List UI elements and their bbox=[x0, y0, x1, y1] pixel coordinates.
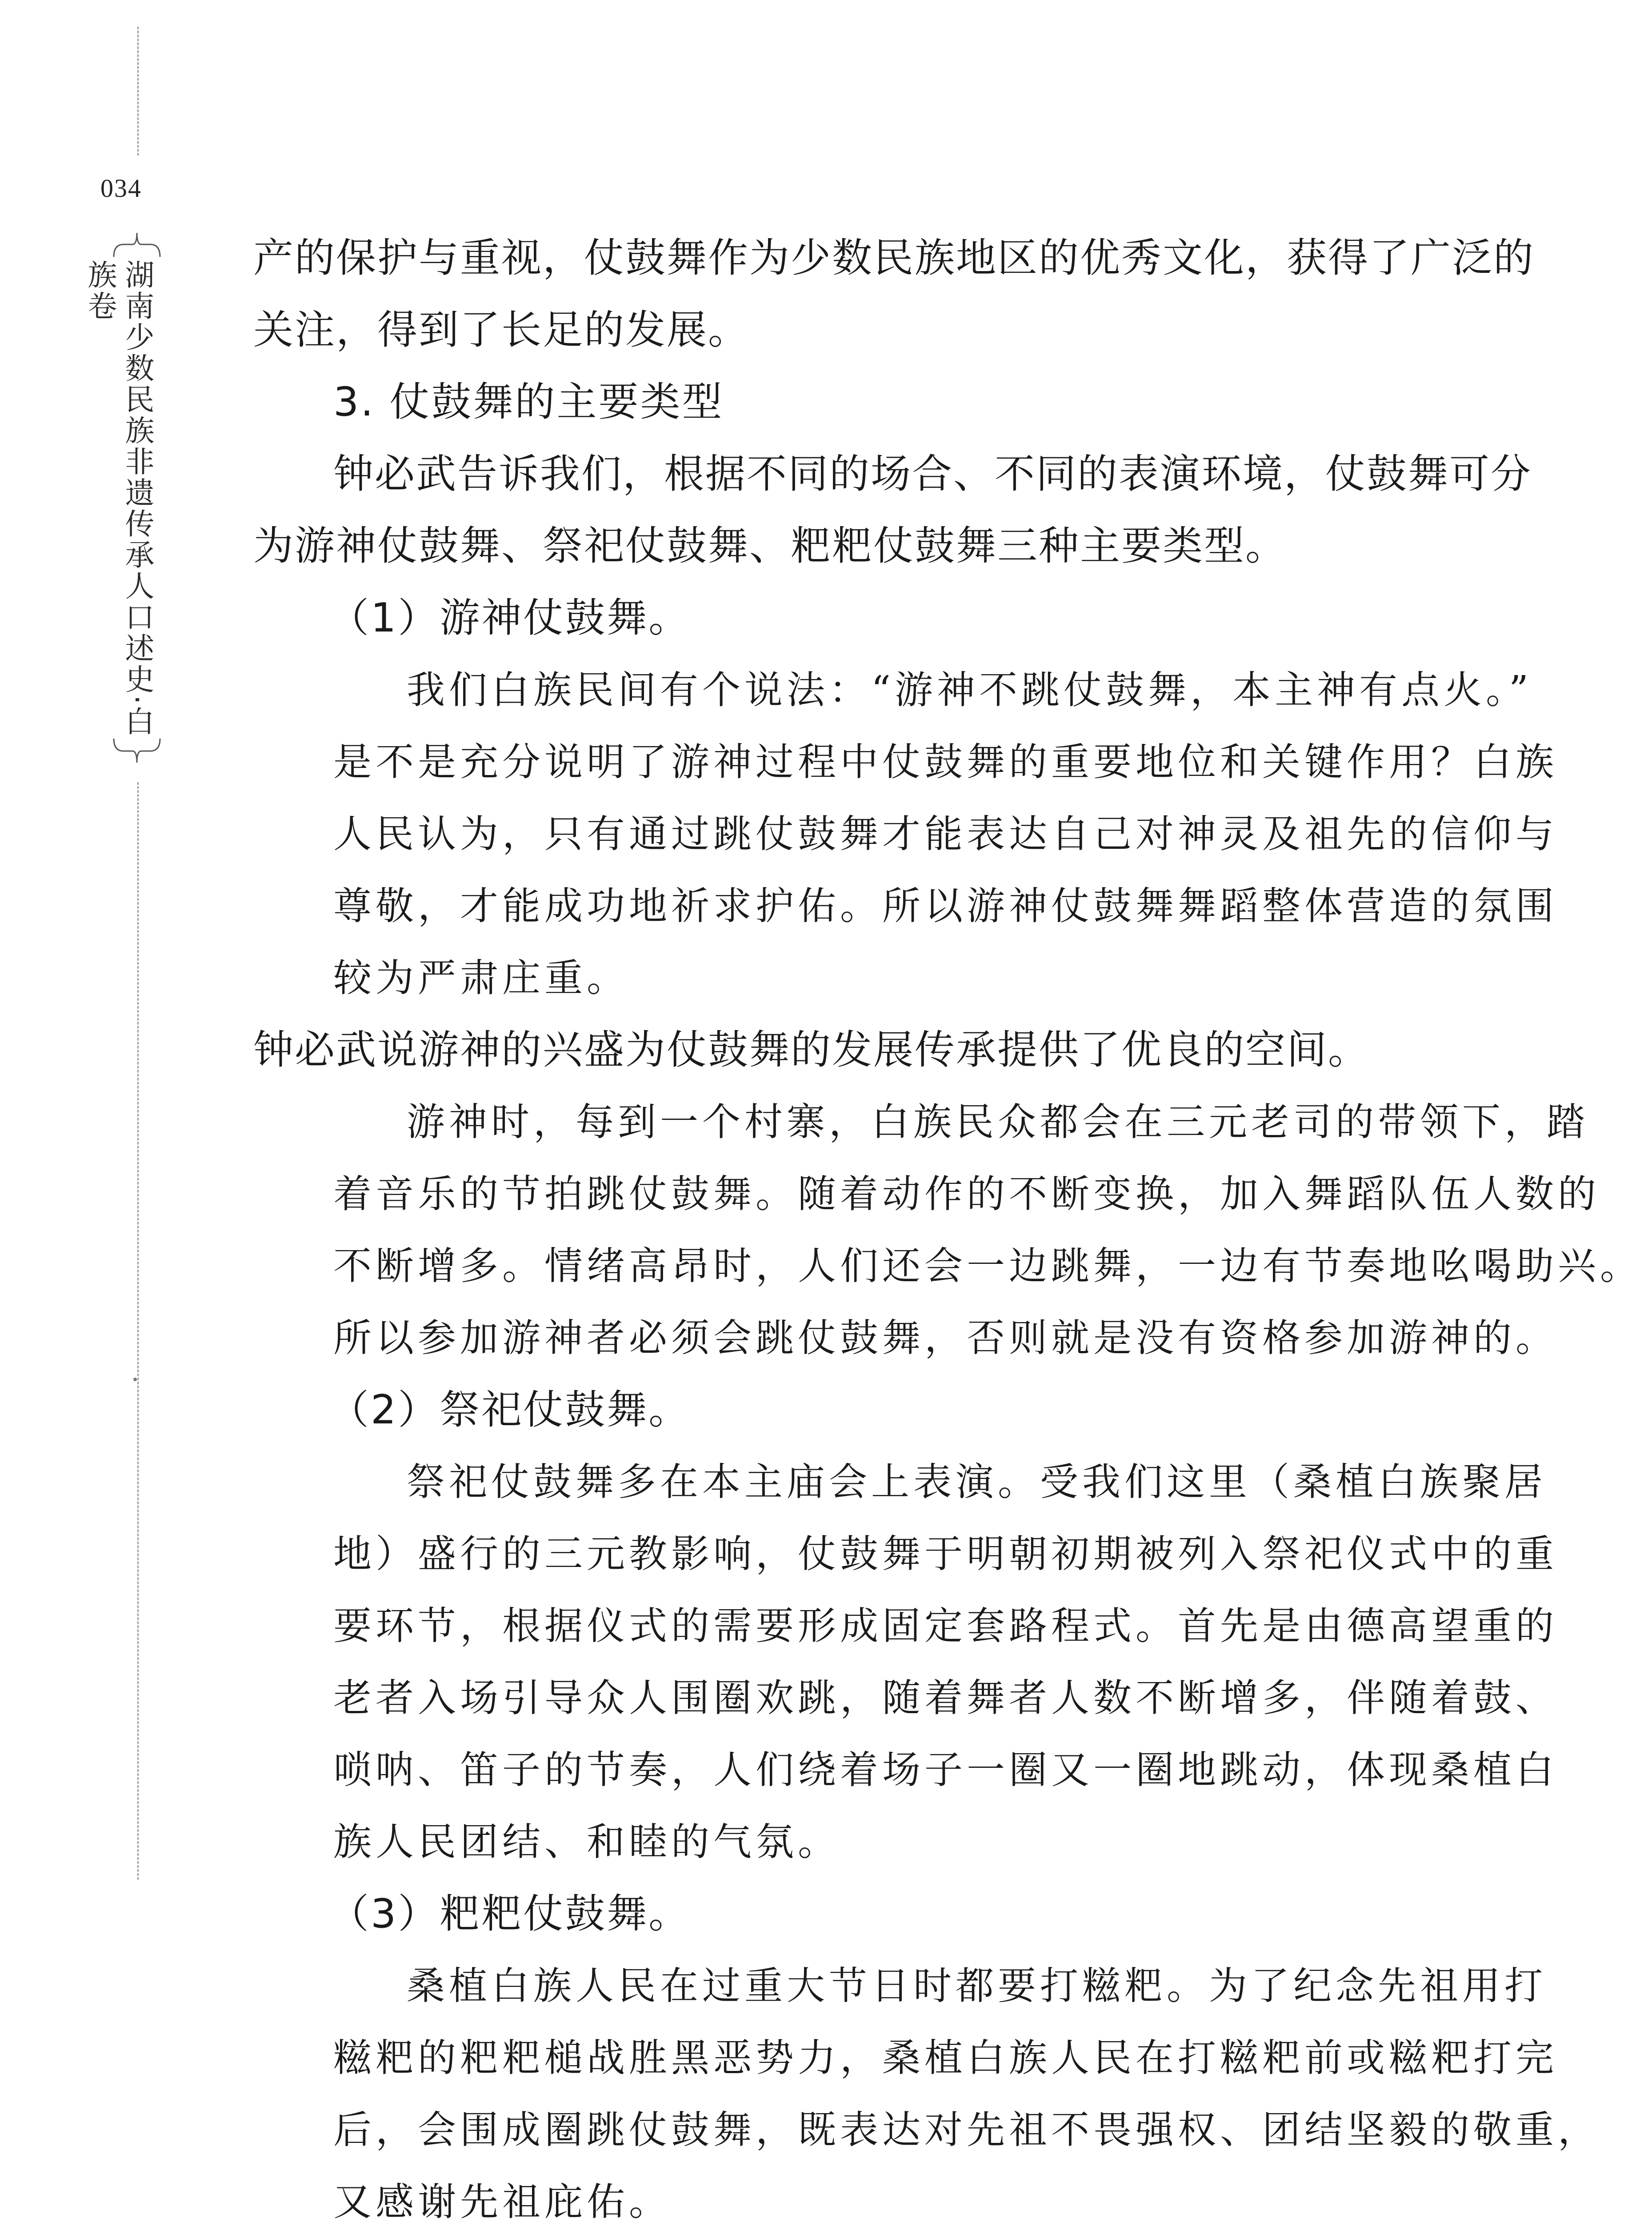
bracket-top-icon bbox=[110, 231, 164, 258]
paragraph-line: 关注，得到了长足的发展。 bbox=[253, 307, 749, 353]
subsection-heading: （1）游神仗鼓舞。 bbox=[329, 595, 691, 641]
page-number: 034 bbox=[100, 174, 142, 203]
running-head bbox=[83, 231, 164, 764]
quote-line: 较为严肃庄重。 bbox=[333, 956, 629, 1000]
subsection-heading: （3）粑粑仗鼓舞。 bbox=[329, 1890, 691, 1937]
subsection-heading: （2）祭祀仗鼓舞。 bbox=[329, 1387, 691, 1433]
margin-dashed-line-bottom bbox=[137, 782, 139, 1880]
margin-dashed-line-top bbox=[137, 27, 139, 156]
running-head-title: 湖南少数民族非遗传承人口述史·白族卷 bbox=[83, 260, 154, 737]
quote-line: 不断增多。情绪高昂时，人们还会一边跳舞，一边有节奏地吆喝助兴。 bbox=[333, 1244, 1642, 1288]
quote-line: 着音乐的节拍跳仗鼓舞。随着动作的不断变换，加入舞蹈队伍人数的 bbox=[333, 1172, 1600, 1216]
quote-line: 要环节，根据仪式的需要形成固定套路程式。首先是由德高望重的 bbox=[333, 1604, 1558, 1648]
margin-dot bbox=[133, 1378, 137, 1381]
quote-line: 是不是充分说明了游神过程中仗鼓舞的重要地位和关键作用？白族 bbox=[333, 740, 1558, 784]
body-text bbox=[253, 222, 1642, 2222]
quote-line: 地）盛行的三元教影响，仗鼓舞于明朝初期被列入祭祀仪式中的重 bbox=[333, 1532, 1558, 1576]
quote-line: 我们白族民间有个说法：“游神不跳仗鼓舞，本主神有点火。” bbox=[407, 668, 1532, 712]
paragraph-line: 产的保护与重视，仗鼓舞作为少数民族地区的优秀文化，获得了广泛的 bbox=[253, 235, 1535, 281]
quote-line: 糍粑的粑粑槌战胜黑恶势力，桑植白族人民在打糍粑前或糍粑打完 bbox=[333, 2036, 1558, 2080]
quote-line: 桑植白族人民在过重大节日时都要打糍粑。为了纪念先祖用打 bbox=[407, 1964, 1547, 2008]
paragraph-line: 钟必武说游神的兴盛为仗鼓舞的发展传承提供了优良的空间。 bbox=[253, 1027, 1369, 1073]
quote-line: 人民认为，只有通过跳仗鼓舞才能表达自己对神灵及祖先的信仰与 bbox=[333, 812, 1558, 856]
section-heading: 3. 仗鼓舞的主要类型 bbox=[333, 379, 724, 425]
paragraph-line: 钟必武告诉我们，根据不同的场合、不同的表演环境，仗鼓舞可分 bbox=[333, 451, 1532, 497]
quote-line: 族人民团结、和睦的气氛。 bbox=[333, 1820, 840, 1864]
paragraph-line: 为游神仗鼓舞、祭祀仗鼓舞、粑粑仗鼓舞三种主要类型。 bbox=[253, 523, 1287, 569]
quote-line: 游神时，每到一个村寨，白族民众都会在三元老司的带领下，踏 bbox=[407, 1100, 1589, 1144]
quote-line: 祭祀仗鼓舞多在本主庙会上表演。受我们这里（桑植白族聚居 bbox=[407, 1460, 1547, 1504]
quote-line: 老者入场引导众人围圈欢跳，随着舞者人数不断增多，伴随着鼓、 bbox=[333, 1676, 1558, 1720]
quote-line: 又感谢先祖庇佑。 bbox=[333, 2180, 671, 2222]
quote-line: 所以参加游神者必须会跳仗鼓舞，否则就是没有资格参加游神的。 bbox=[333, 1316, 1558, 1360]
bracket-bottom-icon bbox=[110, 738, 164, 764]
quote-line: 后，会围成圈跳仗鼓舞，既表达对先祖不畏强权、团结坚毅的敬重， bbox=[333, 2108, 1600, 2152]
quote-line: 唢呐、笛子的节奏，人们绕着场子一圈又一圈地跳动，体现桑植白 bbox=[333, 1748, 1558, 1792]
quote-line: 尊敬，才能成功地祈求护佑。所以游神仗鼓舞舞蹈整体营造的氛围 bbox=[333, 884, 1558, 928]
